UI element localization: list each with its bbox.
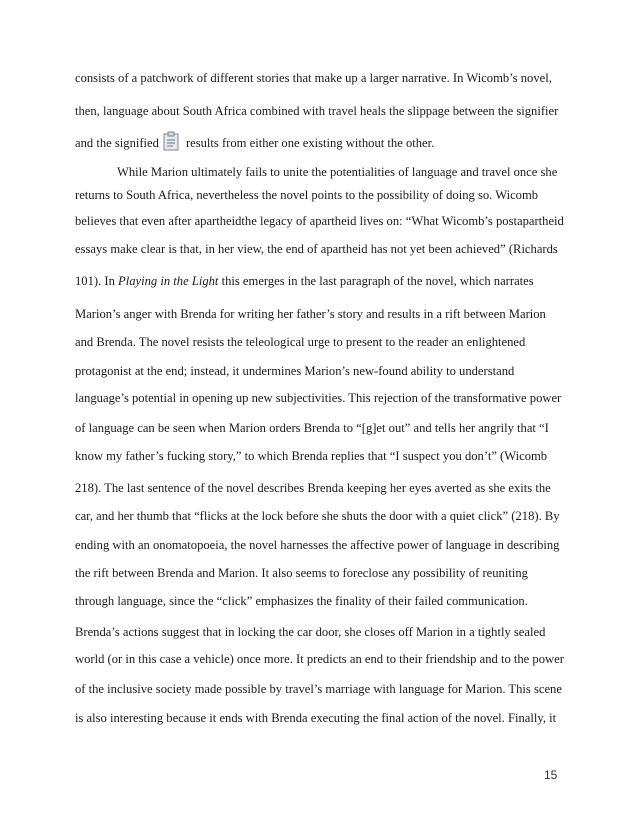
text-line: is also interesting because it ends with Brenda executing the final action of the novel. Finally, it — [75, 711, 557, 725]
text-segment: and the signified — [75, 136, 159, 150]
text-segment: this emerges in the last paragraph of the novel, which narrates — [218, 274, 534, 288]
text-line: of the inclusive society made possible by travel’s marriage with language for Marion. This scene — [75, 682, 562, 696]
text-line: believes that even after apartheidthe legacy of apartheid lives on: “What Wicomb’s postapartheid — [75, 214, 564, 228]
text-line: of language can be seen when Marion orders Brenda to “[g]et out” and tells her angrily that “I — [75, 421, 549, 435]
text-line: through language, since the “click” emphasizes the finality of their failed communication. — [75, 594, 528, 608]
text-line: protagonist at the end; instead, it undermines Marion’s new-found ability to understand — [75, 364, 515, 378]
text-line: Marion’s anger with Brenda for writing her father’s story and results in a rift between Marion — [75, 307, 546, 321]
text-line: the rift between Brenda and Marion. It also seems to foreclose any possibility of reuniting — [75, 566, 528, 580]
text-line: know my father’s fucking story,” to which Brenda replies that “I suspect you don’t” (Wicomb — [75, 449, 548, 463]
text-line: returns to South Africa, nevertheless the novel points to the possibility of doing so. Wicomb — [75, 188, 539, 202]
text-line — [75, 131, 575, 151]
comment-icon[interactable] — [162, 131, 182, 151]
text-line: essays make clear is that, in her view, the end of apartheid has not yet been achieved” (Richards — [75, 242, 558, 256]
text-line: ending with an onomatopoeia, the novel harnesses the affective power of language in describing — [75, 538, 560, 552]
text-segment: results from either one existing without the other. — [185, 136, 435, 150]
text-line: Brenda’s actions suggest that in locking the car door, she closes off Marion in a tightly sealed — [75, 625, 546, 639]
text-segment: 101). In — [75, 274, 119, 288]
text-line: world (or in this case a vehicle) once more. It predicts an end to their friendship and to the power — [75, 652, 564, 666]
text-line: consists of a patchwork of different stories that make up a larger narrative. In Wicomb’s novel, — [75, 71, 552, 85]
page-number: 15 — [544, 768, 558, 782]
text-line: 218). The last sentence of the novel describes Brenda keeping her eyes averted as she exits the — [75, 481, 551, 495]
text-line: car, and her thumb that “flicks at the lock before she shuts the door with a quiet click” (218). By — [75, 509, 560, 523]
book-title: Playing in the Light — [118, 274, 219, 288]
text-line: language’s potential in opening up new subjectivities. This rejection of the transformative power — [75, 391, 562, 405]
text-line: then, language about South Africa combined with travel heals the slippage between the signifier — [75, 104, 559, 118]
text-line — [75, 273, 575, 289]
text-line: and Brenda. The novel resists the teleological urge to present to the reader an enlightened — [75, 335, 526, 349]
text-line: While Marion ultimately fails to unite the potentialities of language and travel once she — [117, 165, 558, 179]
